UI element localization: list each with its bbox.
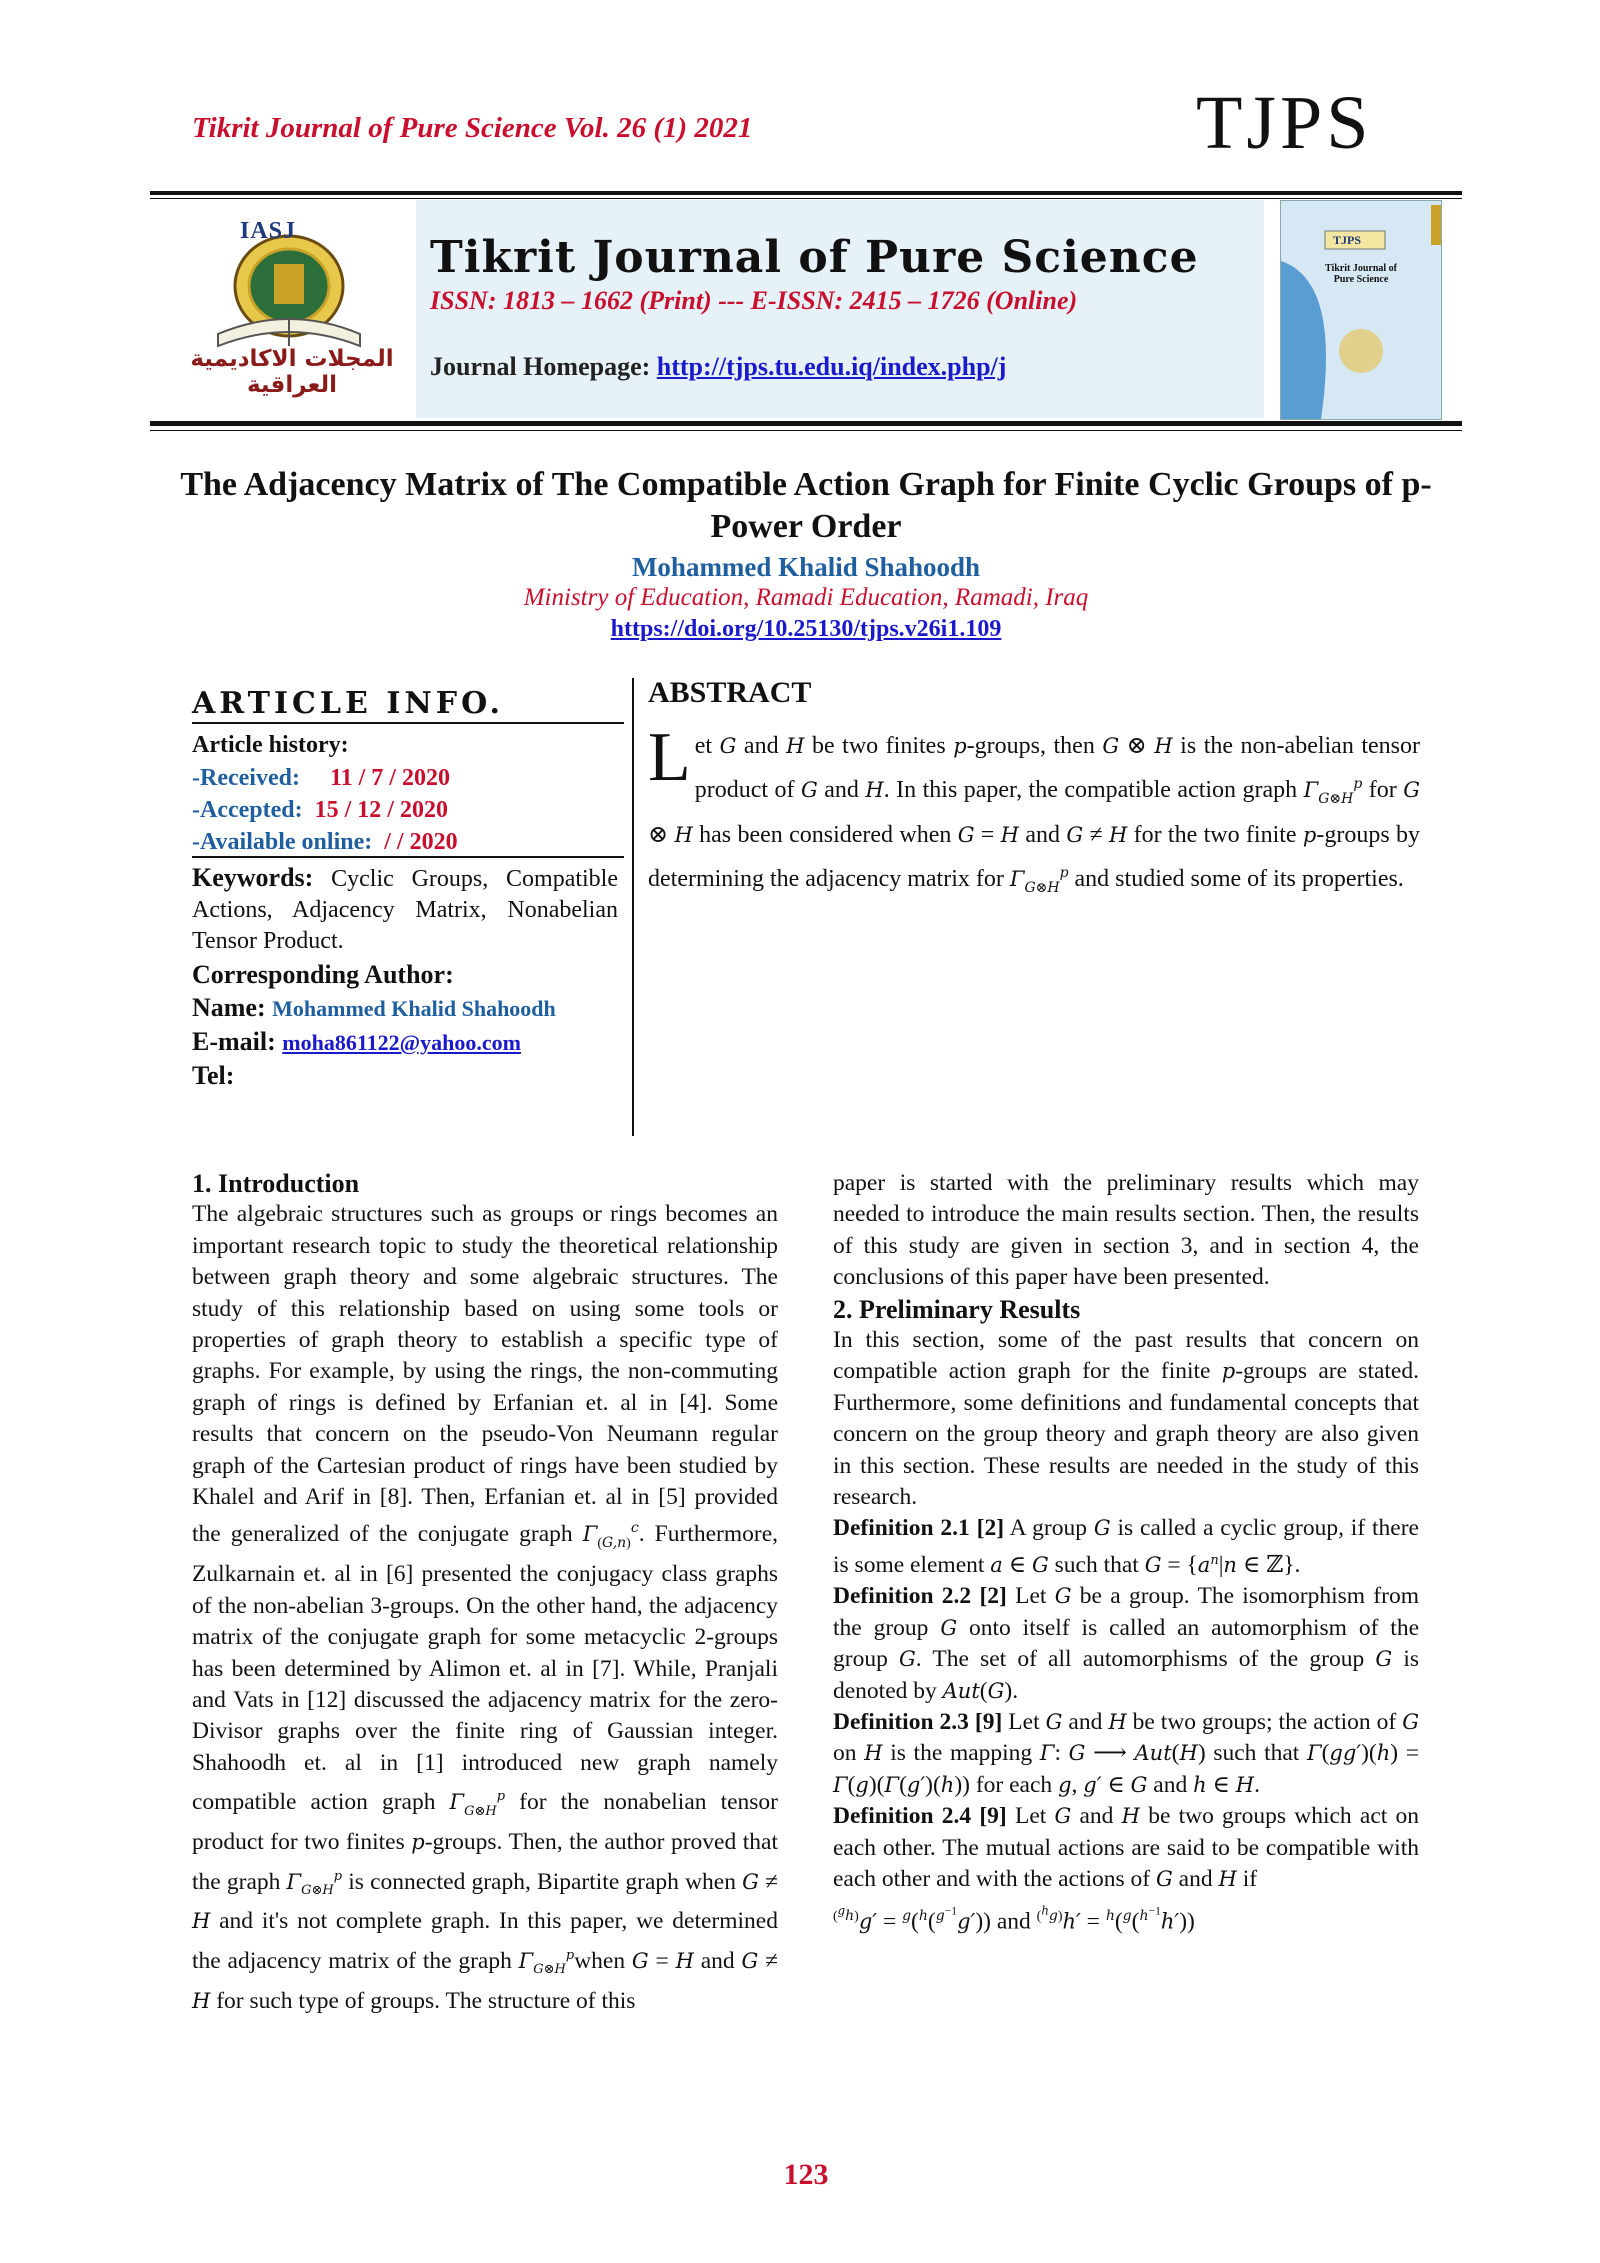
definition-2-1: Definition 2.1 [2] A group G is called a cyclic group, if there is some element a ∈ G such that $G = \{a^n|n$ ∈ ℤ}. <box>833 1515 1419 1578</box>
accepted-date: 15 / 12 / 2020 <box>314 797 448 823</box>
info-divider <box>632 678 634 1136</box>
article-info-heading: ARTICLE INFO. <box>192 686 504 721</box>
email-row <box>192 1025 556 1059</box>
article-doi <box>150 616 1462 643</box>
online-row <box>192 826 458 858</box>
keywords-label: Keywords: <box>192 863 314 892</box>
article-info-rule <box>192 722 624 724</box>
corresponding-author <box>192 958 556 1092</box>
iasj-label: IASJ <box>240 218 297 244</box>
article-info-rule-2 <box>192 856 624 858</box>
cover-logo: TJPS <box>1333 233 1362 247</box>
keywords-text: Cyclic Groups, Compatible Actions, Adjacency Matrix, Nonabelian Tensor Product. <box>192 866 619 954</box>
prelim-heading: 2. Preliminary Results <box>833 1294 1081 1324</box>
prelim-paragraph: In this section, some of the past results that concern on compatible action graph for the finite p-groups are stated. Furthermore, some definitions and fundamental concepts that concern on the group theory and graph theory are also given in this section. These results are needed in the study of this research. <box>833 1327 1419 1511</box>
definition-2-4: Definition 2.4 [9] Let G and H be two groups which act on each other. The mutual actions are said to be compatible with each other and with the actions of G and H if $^{(^gh)}$g′ = $^g$($^h$($^{g^{-1}}$g′)) and $^{(^hg)}$h′ = $^h$($^g$($^{h^{-1}}$h′)) <box>833 1803 1419 1935</box>
page-number: 123 <box>783 2158 829 2191</box>
abstract-dropcap: L <box>648 719 691 796</box>
intro-continuation: paper is started with the preliminary results which may needed to introduce the main results section. Then, the results of this study are given in section 3, and in section 4, the conclusions of this paper have been presented. <box>833 1170 1419 1291</box>
name-row <box>192 991 556 1025</box>
received-label: -Received: <box>192 765 300 791</box>
running-title: Tikrit Journal of Pure Science Vol. 26 (1) 2021 <box>192 112 753 144</box>
tjps-logo: TJPS <box>1196 81 1373 165</box>
abstract-heading: ABSTRACT <box>648 676 812 709</box>
definition-2-2: Definition 2.2 [2] Let G be a group. The isomorphism from the group G onto itself is called an automorphism of the group G. The set of all automorphisms of the group G is denoted by Aut(G). <box>833 1583 1419 1704</box>
journal-cover-image <box>1280 200 1442 420</box>
article-author: Mohammed Khalid Shahoodh <box>631 552 981 582</box>
body-column-right <box>833 1168 1419 1938</box>
corresponding-name: Mohammed Khalid Shahoodh <box>272 996 556 1021</box>
header-rule-top <box>150 191 1462 195</box>
definition-2-3: Definition 2.3 [9] Let G and H be two groups; the action of G on H is the mapping Γ: G ⟶ Aut(H) such that Γ(gg′)(h) = Γ(g)(Γ(g′)(h)) for each g, g′ ∈ G and h ∈ H. <box>833 1708 1420 1798</box>
received-date: 11 / 7 / 2020 <box>329 765 450 791</box>
keywords <box>192 862 618 957</box>
issn-line: ISSN: 1813 – 1662 (Print) --- E-ISSN: 2415 – 1726 (Online) <box>430 286 1078 315</box>
body-column-left <box>192 1168 778 2017</box>
article-title: The Adjacency Matrix of The Compatible Action Graph for Finite Cyclic Groups of p-Power Order <box>180 466 1432 545</box>
journal-name: Tikrit Journal of Pure Science <box>430 232 1199 283</box>
header-rule-top-thin <box>150 198 1462 199</box>
abstract-text: Let G and H be two finites p-groups, then G ⊗ H is the non-abelian tensor product of G and H. In this paper, the compatible action graph $\Gamma_{G\otimes H}^p$ for G ⊗ H has been considered when G = H and G ≠ H for the two finite p-groups by determining the adjacency matrix for $\Gamma_{G\otimes H}^p$ and studied some of its properties. <box>648 719 1421 896</box>
email-label: E-mail: <box>192 1027 276 1056</box>
iasj-arabic-label: المجلات الاكاديمية العراقية <box>190 346 394 398</box>
intro-paragraph: The algebraic structures such as groups or rings becomes an important research topic to study the theoretical relationship between graph theory and some algebraic structures. The study of this relationship based on using some tools or properties of graph theory to establish a specific type of graphs. For example, by using the rings, the non-commuting graph of rings is defined by Erfanian et. al in [4]. Some results that concern on the pseudo-Von Neumann regular graph of the Cartesian product of rings have been studied by Khalel and Arif in [8]. Then, Erfanian et. al in [5] provided the generalized of the conjugate graph $\Gamma_{(G,n)}^c$. Furthermore, Zulkarnain et. al in [6] presented the conjugacy class graphs of the non-abelian 3-groups. On the other hand, the adjacency matrix of the conjugate graph for some metacyclic 2-groups has been determined by Alimon et. al in [7]. While, Pranjali and Vats in [12] discussed the adjacency matrix for the zero-Divisor graphs over the finite ring of Gaussian integer. Shahoodh et. al in [1] introduced new graph namely compatible action graph $\Gamma_{G\otimes H}^p$ for the nonabelian tensor product for two finites p-groups. Then, the author proved that the graph $\Gamma_{G\otimes H}^p$ is connected graph, Bipartite graph when G ≠ H and it's not complete graph. In this paper, we determined the adjacency matrix of the graph $\Gamma_{G\otimes H}^pwhen$ G = H and G ≠ H for such type of groups. The structure of this <box>192 1201 779 2014</box>
journal-homepage <box>430 352 1006 382</box>
homepage-label: Journal Homepage: <box>430 352 651 381</box>
email-link[interactable]: moha861122@yahoo.com <box>282 1030 521 1055</box>
doi-link[interactable]: https://doi.org/10.25130/tjps.v26i1.109 <box>610 616 1002 642</box>
article-affiliation: Ministry of Education, Ramadi Education, Ramadi, Iraq <box>523 584 1089 611</box>
accepted-label: -Accepted: <box>192 797 303 823</box>
online-date: / / 2020 <box>384 829 458 855</box>
cover-title: Tikrit Journal of Pure Science <box>1324 263 1398 285</box>
tel-label: Tel: <box>192 1061 235 1090</box>
intro-heading: 1. Introduction <box>192 1169 360 1198</box>
history-label: Article history: <box>192 732 349 758</box>
header-rule-bottom <box>150 421 1462 426</box>
received-row <box>192 762 458 794</box>
corresponding-label: Corresponding Author: <box>192 960 454 989</box>
accepted-row <box>192 794 458 826</box>
homepage-link[interactable]: http://tjps.tu.edu.iq/index.php/j <box>656 352 1007 381</box>
online-label: -Available online: <box>192 829 373 855</box>
header-rule-bottom-thin <box>150 430 1462 431</box>
name-label: Name: <box>192 993 266 1022</box>
article-history <box>192 728 458 858</box>
